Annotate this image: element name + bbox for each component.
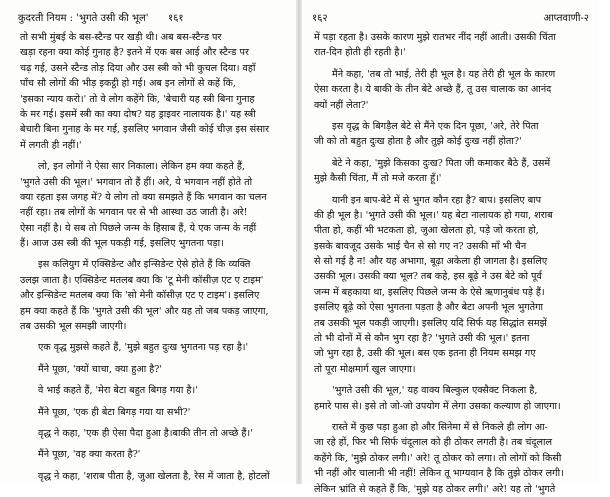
text-line: मैंने पूछा, 'एक ही बेटा बिगड़ गया या सभी?' xyxy=(38,406,191,418)
text-line: इस कलियुग में एक्सिडेन्ट और इन्सिडेन्ट ऐसे होते हैं कि व्यक्ति xyxy=(38,259,251,271)
text-line: जो भुग रहा है, उसी की भूल। बस एक इतना ही नियम समझ गए xyxy=(314,348,536,360)
text-line: 'इसका न्याय करो।' तो वे लोग कहेंगे कि, 'बेचारी यह स्त्री बिना गुनाह xyxy=(20,93,255,105)
text-line: वे भाई कहते हैं, 'मेरा बेटा बहुत बिगड़ गया है।' xyxy=(38,385,198,397)
right-page-text xyxy=(306,30,599,497)
right-page xyxy=(306,0,599,495)
text-line: जा रहे हों, फिर भी सिर्फ चंदूलाल को ही ठोकर लगती है। तब चंदूलाल xyxy=(314,437,552,449)
text-line: वृद्ध ने कहा, 'शराब पीता है, जुआ खेलता है, रेस में जाता है, होटलों xyxy=(38,470,270,482)
text-line: कहेंगे कि, 'मुझे ठोकर लगी।' अरे! तू ठोकर को लगा। तो लोगों को किसी xyxy=(314,452,562,464)
text-line: नहीं रहा। तब लोगों के भगवान पर से भी आस्था उठ जाती है। अरे! xyxy=(20,207,248,219)
text-line: के मर गई। इसमें स्त्री का क्या दोष? यह ड्राइवर नालायक है।' यह स्त्री xyxy=(20,108,256,120)
text-line: वृद्ध ने कहा, 'एक ही ऐसा पैदा हुआ है।बाकी तीन तो अच्छे हैं।' xyxy=(38,427,253,439)
text-line: की ही भूल है। 'भुगते उसी की भूल।' यह बेटा नालायक हो गया, शराब xyxy=(314,209,553,221)
text-line: रात-दिन होती ही रहती है।' xyxy=(314,47,406,59)
text-line: बेचारी बिना गुनाह के मर गई, इसलिए भगवान जैसी कोई चीज़ इस संसार xyxy=(20,124,270,136)
text-line: तो पूरा मोक्षमार्ग खुल जाएगा। xyxy=(314,363,416,375)
text-line: पीता हो, कहीं भी भटकता हो, जुआ खेलता हो, पड़े जो करता हो, xyxy=(314,225,539,237)
text-line: पाँच सौ लोगों की भीड़ इकट्ठी हो गई। अब इन लोगों से कहें कि, xyxy=(20,78,236,90)
text-line: तो सभी मुंबई के बस-स्टैन्ड पर खड़ी थी। अब बस-स्टैन्ड पर xyxy=(20,32,222,43)
text-line: लेकिन भ्रांति से कहते हैं कि, 'मुझे यह ठोकर लगी।' अरे! यह तो 'भुगते xyxy=(314,483,556,495)
text-line: 'भुगते उसी की भूल।' भगवान तो हैं हीं। अरे, ये भगवान नहीं होते तो xyxy=(20,176,253,188)
text-line: तब उसकी भूल समझी जाएगी। xyxy=(20,321,127,333)
right-running-title: आप्तवाणी-२ xyxy=(543,13,589,24)
text-line: इसके बावजूद उसके भाई चैन से सो गए न? उसकी माँ भी चैन xyxy=(314,240,527,252)
text-line: रास्ते में कुछ पड़ा हुआ हो और सिनेमा में से निकले ही लोग आ- xyxy=(332,421,548,433)
text-line: क्यों नहीं लेता?' xyxy=(314,99,369,111)
text-line: मैंने कहा, 'तब तो भाई, तेरी ही भूल है। यह तेरी ही भूल के कारण xyxy=(332,68,556,80)
text-line: भी नहीं और चालानी भी नहीं! लेकिन तू भाग्यवान है कि तुझे ठोकर लगी। xyxy=(314,468,564,480)
text-line: उलझ जाता है। एक्सिडेन्ट मतलब क्या कि 'टू मेनी कॉसीज़ एट ए टाइम' xyxy=(20,274,264,286)
text-line: हमारे पास से। इसे तो जो-जो उपयोग में लेगा उसका कल्याण हो जाएगा। xyxy=(314,400,561,412)
text-line: मैंने पूछा, 'क्यों चाचा, क्या हुआ है?' xyxy=(38,363,163,375)
text-line: खड़ा रहना क्या कोई गुनाह है? इतने में एक बस आई और स्टैन्ड पर xyxy=(20,47,249,59)
text-line: इस वृद्ध के बिगड़ैल बेटे से मैंने एक दिन पूछा, 'अरे, तेरे पिता xyxy=(332,120,539,132)
right-page-number: १६२ xyxy=(312,13,328,24)
text-line: मैंने पूछा, 'वह क्या करता है?' xyxy=(38,449,141,461)
text-line: हैं। आज उस स्त्री की भूल पकड़ी गई, इसलिए भुगतना पड़ा। xyxy=(20,238,224,250)
text-line: बेटे ने कहा, 'मुझे किसका दुःख? पिता जी कमाकर बैठे हैं, उसमें xyxy=(332,157,551,169)
text-line: क्या रहता इस जगह में? ये लोग तो क्या समझते हैं कि भगवान का चलन xyxy=(20,191,267,203)
text-line: 'भुगते उसी की भूल,' यह वाक्य बिल्कुल एक्सैक्ट निकला है, xyxy=(332,385,538,397)
left-page-text xyxy=(0,30,293,484)
book-gutter xyxy=(296,0,302,484)
text-line: मुझे कैसी चिंता, मैं तो मजे करता हूँ।' xyxy=(314,173,442,185)
text-line: हम क्या कहते हैं कि 'भुगते उसी की भूल' और यह तो जब पकड़ जाएगा, xyxy=(20,305,269,317)
text-line: जी को तो बहुत दुःख होता है और तुझे कोई दुःख नहीं होता?' xyxy=(314,136,522,148)
left-page-number: १६१ xyxy=(168,13,184,24)
left-running-title: कुदरती नियम : 'भुगते उसी की भूल' xyxy=(18,13,149,24)
text-line: एक वृद्ध मुझसे कहते हैं, 'मुझे बहुत दुःख भुगतना पड़ रहा है।' xyxy=(38,342,249,354)
text-line: चढ़ गई, उसने स्टैन्ड तोड़ दिया और उस स्त्री को भी कुचल दिया। वहाँ xyxy=(20,62,256,74)
text-line: ऐसा करता है। ये बाकी के तीन बेटे अच्छे हैं, तू उस चालाक का आनंद xyxy=(314,84,552,96)
text-line: ऐसा नहीं है। ये सब तो पिछले जन्म के हिसाब हैं, ये एक जन्म के नहीं xyxy=(20,222,257,234)
left-page xyxy=(0,0,293,484)
text-line: तब उसकी भूल पकड़ी जाएगी। इसलिए यदि सिर्फ यह सिद्धांत समझें xyxy=(314,317,547,329)
text-line: लो, इन लोगों ने ऐसा सार निकाला। लेकिन हम क्या कहते हैं, xyxy=(38,161,246,173)
text-line: यानी इन बाप-बेटे में से भुगत कौन रहा है? बाप। इसलिए बाप xyxy=(332,194,542,206)
text-line: और इन्सिडेन्ट मतलब क्या कि 'सो मेनी कॉसीज़ एट ए टाइम'। इसलिए xyxy=(20,290,260,302)
text-line: इसलिए बूढ़े को ऐसा भुगतना पड़ता है और बेटा अपनी भूल भुगतेगा xyxy=(314,302,543,314)
text-line: तो भी दोनों में से कौन भुग रहा है? 'भुगते उसी की भूल।' इतना xyxy=(314,333,530,345)
text-line: में पड़ा रहता है। उसके कारण मुझे रातभर नींद नहीं आती। उसकी चिंता xyxy=(314,32,556,43)
text-line: उसकी भूल। उसकी क्या भूल? तब कहे, इस बूढ़े ने उस बेटे को पूर्व xyxy=(314,271,542,283)
text-line: जन्म में बहकाया था, इसलिए पिछले जन्म के ऐसे ऋणानुबंध पड़े हैं। xyxy=(314,286,545,298)
text-line: में लगती ही नहीं।' xyxy=(20,139,82,151)
text-line: से सो गई है न! और यह अभागा, बूढ़ा अकेला ही जागता है। इसलिए xyxy=(314,256,548,268)
